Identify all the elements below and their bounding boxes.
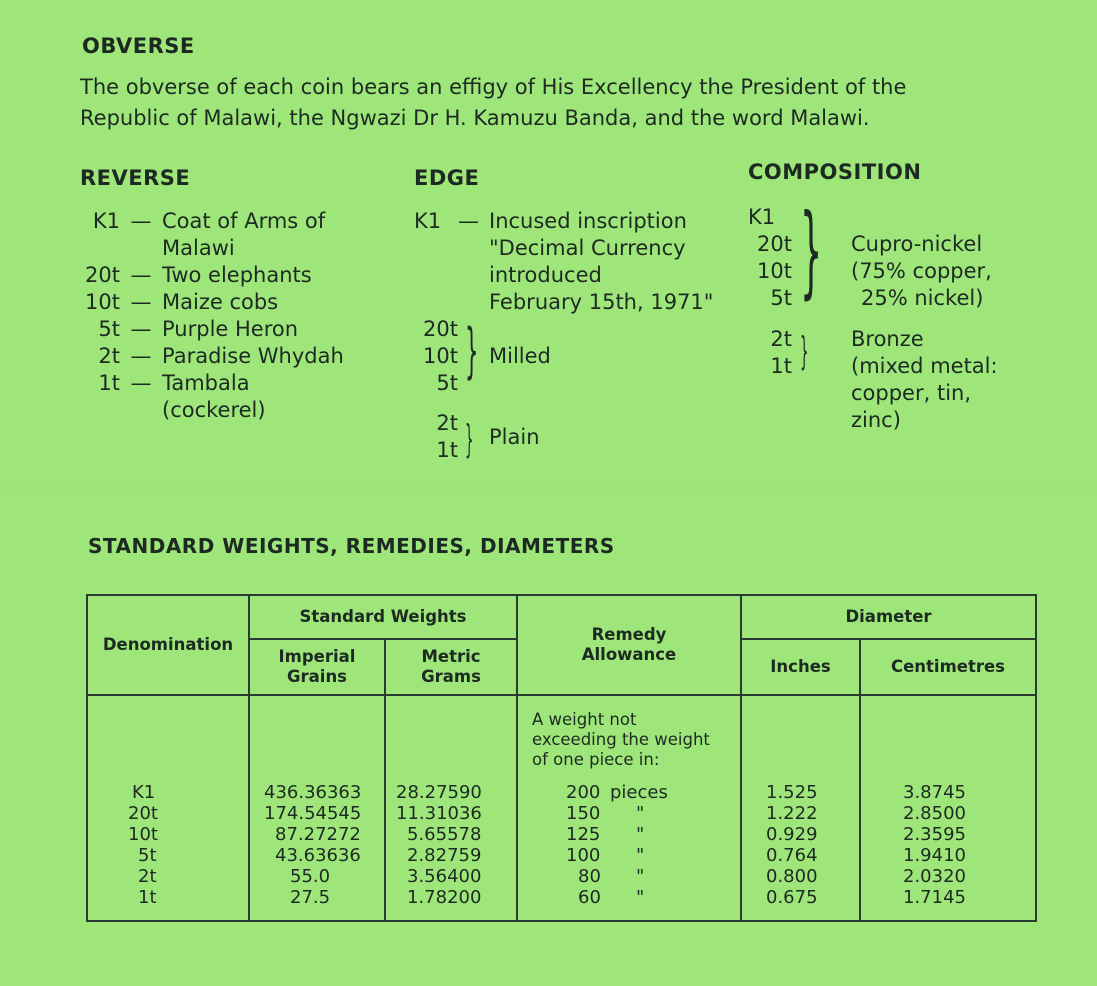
remedy-header [517,595,741,695]
header-label: Grains [286,667,348,686]
composition-bronze-denoms [746,326,792,380]
grains-value: 436.36363 [264,782,362,803]
cm-value: 2.3595 [903,824,966,845]
remedy-unit: " [636,845,645,866]
edge-k1-denom: K1 [414,209,442,233]
centimetres-header [860,639,1036,695]
composition-line: (mixed metal: [851,354,998,378]
edge-k1-dash: — [458,209,479,233]
edge-k1-line: Incused inscription [489,209,687,233]
composition-line: (75% copper, [851,259,992,283]
grains-value: 174.54545 [264,803,362,824]
composition-cupro-brace: } [800,192,823,309]
header-label: Diameter [845,607,932,626]
edge-denom: 5t [436,371,458,395]
standard-weights-table [86,594,1037,922]
reverse-dash: — [130,317,152,341]
reverse-item [80,289,344,316]
imperial-grains-header [249,639,385,695]
edge-milled-label: Milled [489,344,551,368]
composition-bronze-text [851,326,998,434]
inches-value: 0.800 [766,866,818,887]
inches-value: 0.929 [766,824,818,845]
obverse-description [80,72,906,134]
header-label: Denomination [102,635,234,654]
denom-value: 5t [138,845,157,866]
cm-value: 1.7145 [903,887,966,908]
remedy-note [518,710,740,770]
composition-denom: 5t [770,286,792,310]
reverse-item [80,370,344,397]
composition-line: Cupro-nickel [851,232,983,256]
denom-value: K1 [132,782,156,803]
header-label: Inches [770,657,831,676]
inches-column [741,695,860,921]
paper-fold-line [0,486,1097,490]
remedy-unit: " [636,887,645,908]
standard-heading: STANDARD WEIGHTS, REMEDIES, DIAMETERS [88,534,615,558]
remedy-unit: " [636,824,645,845]
obverse-line: The obverse of each coin bears an effigy of His Excellency the President of the [80,75,907,99]
edge-denom: 20t [423,317,458,341]
composition-heading: COMPOSITION [748,160,922,184]
reverse-item [80,397,344,424]
header-label: Imperial [278,647,356,666]
reverse-item [80,343,344,370]
grams-column [385,695,517,921]
inches-value: 0.764 [766,845,818,866]
reverse-heading: REVERSE [80,166,191,190]
grams-value: 3.56400 [407,866,482,887]
reverse-text: Paradise Whydah [162,344,344,368]
reverse-text: Purple Heron [162,317,299,341]
grains-value: 87.27272 [275,824,361,845]
edge-denom: 2t [436,411,458,435]
reverse-list [80,208,344,424]
edge-k1-line: introduced [489,263,602,287]
reverse-denom: 5t [98,317,120,341]
remedy-unit: pieces [610,782,668,803]
edge-denom: 1t [436,438,458,462]
remedy-value: 100 [566,845,601,866]
remedy-note-line: A weight not [532,710,637,729]
composition-denom: 10t [757,259,792,283]
remedy-note-line: of one piece in: [532,750,660,769]
header-label: Standard Weights [299,607,467,626]
composition-denom: 2t [770,327,792,351]
reverse-item [80,316,344,343]
table-body-row [87,695,1036,921]
reverse-denom: K1 [92,209,120,233]
header-label: Grams [421,667,481,686]
edge-heading: EDGE [414,166,480,190]
denom-value: 2t [138,866,157,887]
edge-denom: 10t [423,344,458,368]
reverse-item [80,235,344,262]
denomination-column [87,695,249,921]
reverse-dash: — [130,290,152,314]
inches-value: 0.675 [766,887,818,908]
standard-weights-header [249,595,517,639]
header-label: Allowance [581,645,677,664]
edge-plain-denoms [412,410,458,464]
header-label: Centimetres [890,657,1005,676]
remedy-value: 200 [566,782,601,803]
denom-value: 10t [128,824,158,845]
reverse-dash: — [130,344,152,368]
reverse-text: Two elephants [162,263,312,287]
cm-value: 1.9410 [903,845,966,866]
reverse-dash: — [130,209,152,233]
composition-bronze-brace: } [800,329,809,373]
grams-value: 2.82759 [407,845,482,866]
edge-milled-denoms [412,316,458,397]
cm-value: 2.0320 [903,866,966,887]
edge-k1-line: February 15th, 1971" [489,290,714,314]
composition-cupro-denoms [746,204,792,312]
reverse-text: Maize cobs [162,290,279,314]
composition-denom: 20t [757,232,792,256]
remedy-note-line: exceeding the weight [532,730,710,749]
grams-value: 11.31036 [396,803,482,824]
reverse-text: Coat of Arms of [162,209,326,233]
reverse-text: (cockerel) [162,398,266,422]
grams-value: 28.27590 [396,782,482,803]
edge-k1-inscription [489,208,713,316]
header-label: Metric [421,647,481,666]
composition-line: 25% nickel) [861,286,984,310]
composition-denom: 1t [770,354,792,378]
cm-value: 2.8500 [903,803,966,824]
grains-value: 43.63636 [275,845,361,866]
remedy-value: 80 [578,866,601,887]
composition-line: copper, tin, [851,381,972,405]
reverse-denom: 20t [85,263,120,287]
composition-line: zinc) [851,408,901,432]
header-label: Remedy [591,625,667,644]
remedy-column [517,695,741,921]
edge-milled-brace: } [465,316,479,386]
remedy-value: 60 [578,887,601,908]
diameter-header [741,595,1036,639]
inches-value: 1.222 [766,803,818,824]
remedy-value: 125 [566,824,601,845]
remedy-value: 150 [566,803,601,824]
obverse-line: Republic of Malawi, the Ngwazi Dr H. Kamuzu Banda, and the word Malawi. [80,106,870,130]
remedy-unit: " [636,866,645,887]
composition-cupro-text [851,231,992,312]
obverse-heading: OBVERSE [82,34,195,58]
reverse-item [80,262,344,289]
reverse-text: Tambala [162,371,250,395]
inches-value: 1.525 [766,782,818,803]
reverse-denom: 2t [98,344,120,368]
edge-k1-line: "Decimal Currency [489,236,686,260]
composition-line: Bronze [851,327,924,351]
grains-column [249,695,385,921]
edge-plain-label: Plain [489,425,540,449]
remedy-unit: " [636,803,645,824]
denomination-header [87,595,249,695]
composition-denom: K1 [748,205,776,229]
grams-value: 1.78200 [407,887,482,908]
inches-header [741,639,860,695]
reverse-item [80,208,344,235]
reverse-denom: 1t [98,371,120,395]
reverse-text: Malawi [162,236,235,260]
centimetres-column [860,695,1036,921]
metric-grams-header [385,639,517,695]
reverse-dash: — [130,371,152,395]
denom-value: 1t [138,887,157,908]
edge-plain-brace: } [465,417,474,461]
grains-value: 55.0 [290,866,331,887]
denom-value: 20t [128,803,158,824]
reverse-dash: — [130,263,152,287]
grams-value: 5.65578 [407,824,482,845]
cm-value: 3.8745 [903,782,966,803]
reverse-denom: 10t [85,290,120,314]
grains-value: 27.5 [290,887,331,908]
